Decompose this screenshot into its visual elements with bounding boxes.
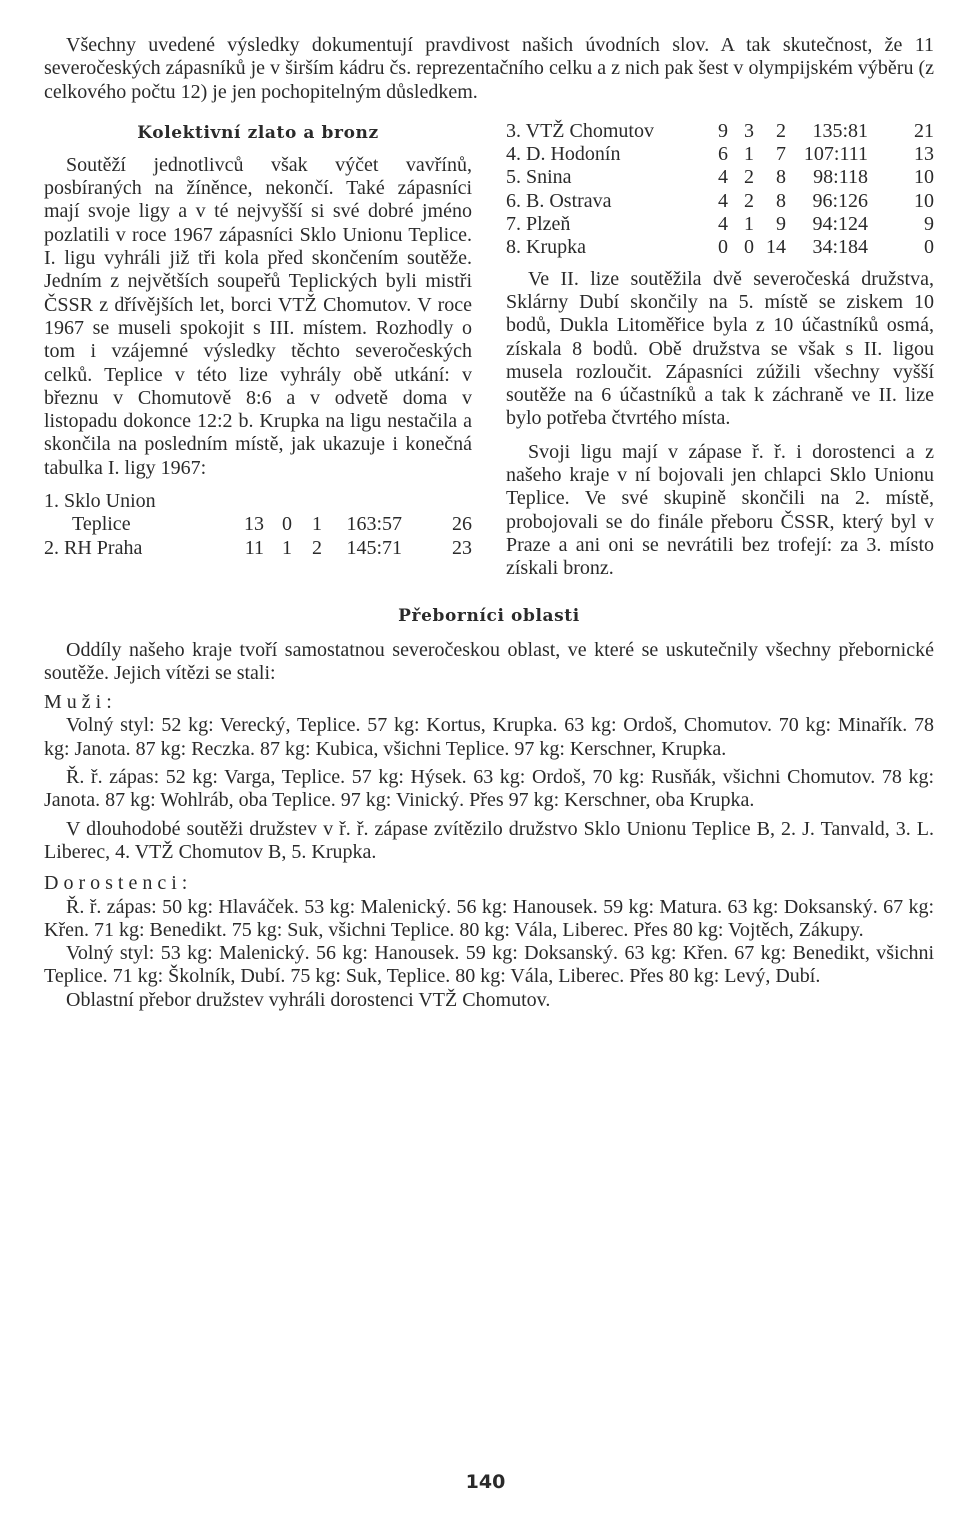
page-number: 140 [465, 1471, 506, 1493]
team-cell: 3. VTŽ Chomutov [506, 119, 654, 142]
losses-cell: 1 [312, 513, 322, 536]
score-cell: 98:118 [813, 166, 868, 189]
table-row [44, 513, 472, 536]
points-cell: 21 [914, 119, 934, 142]
juniors-label: Dorostenci: [44, 872, 193, 895]
team-cell: 8. Krupka [506, 236, 586, 259]
team-cell: 5. Snina [506, 166, 572, 189]
juniors-team-championship: Oblastní přebor družstev vyhráli dorostenci VTŽ Chomutov. [66, 988, 551, 1011]
wins-cell: 4 [718, 189, 728, 212]
juniors-greco-roman: Ř. ř. zápas: 50 kg: Hlaváček. 53 kg: Malenický. 56 kg: Hanousek. 59 kg: Matura. 63 kg: Doksanský. 67 kg: Křen. 71 kg: Benedikt. 75 kg: Suk, všichni Teplice. 80 kg: Vála, Liberec. Přes 80 kg: Vojtěch, Zákupy. [44, 895, 934, 941]
score-cell: 34:184 [812, 236, 868, 259]
table-row [506, 143, 934, 166]
section-intro: Oddíly našeho kraje tvoří samostatnou severočeskou oblast, ve které se uskutečnily všechny přebornické soutěže. Jejich vítězi se stali: [44, 638, 934, 684]
intro-paragraph: Všechny uvedené výsledky dokumentují pravdivost našich úvodních slov. A tak skutečnost, že 11 severočeských zápasníků je v širším kádru čs. reprezentačního celku a z nich pak šest v olympijském výběru (z celkového počtu 12) je jen pochopitelným důsledkem. [44, 34, 934, 103]
draws-cell: 2 [744, 189, 754, 212]
team-cell: 7. Plzeň [506, 213, 571, 236]
score-cell: 96:126 [812, 189, 868, 212]
points-cell: 26 [452, 513, 472, 536]
draws-cell: 1 [744, 143, 754, 166]
score-cell: 145:71 [346, 536, 402, 559]
wins-cell: 13 [244, 513, 264, 536]
points-cell: 23 [452, 536, 472, 559]
score-cell: 107:111 [803, 143, 868, 166]
page-content [44, 34, 934, 1012]
losses-cell: 2 [312, 536, 322, 559]
two-column-section [44, 120, 934, 581]
team-cell: 1. Sklo Union [44, 490, 156, 513]
draws-cell: 2 [744, 166, 754, 189]
team-cell: 6. B. Ostrava [506, 189, 612, 212]
points-cell: 10 [914, 166, 934, 189]
juniors-freestyle: Volný styl: 53 kg: Malenický. 56 kg: Hanousek. 59 kg: Doksanský. 63 kg: Křen. 67 kg: Benedikt, všichni Teplice. 71 kg: Školník, Dubí. 75 kg: Suk, Teplice. 80 kg: Vála, Liberec. Přes 80 kg: Levý, Dubí. [44, 942, 934, 988]
league-table-part1 [44, 490, 472, 560]
league-table-part2 [506, 120, 934, 260]
table-row [506, 213, 934, 236]
men-label: Muži: [44, 691, 117, 714]
men-team-competition: V dlouhodobé soutěži družstev v ř. ř. zápase zvítězilo družstvo Sklo Unionu Teplice B, 2. J. Tanvald, 3. L. Liberec, 4. VTŽ Chomutov B, 5. Krupka. [44, 817, 934, 863]
team-cell: 4. D. Hodonín [506, 143, 621, 166]
table-row [506, 236, 934, 259]
wins-cell: 6 [718, 143, 728, 166]
table-row [44, 490, 472, 513]
losses-cell: 2 [776, 119, 786, 142]
left-column [44, 120, 472, 581]
draws-cell: 1 [282, 536, 292, 559]
draws-cell: 3 [744, 119, 754, 142]
wins-cell: 0 [718, 236, 728, 259]
score-cell: 94:124 [812, 213, 868, 236]
draws-cell: 0 [282, 513, 292, 536]
left-paragraph: Soutěží jednotlivců však výčet vavřínů, posbíraných na žíněnce, nekončí. Také zápasníci mají svoje ligy a v té nejvyšší si své dobré jméno pozlatili v roce 1967 zápasníci Sklo Unionu Teplice. I. ligu vyhráli již tři kola před skončením soutěže. Jedním z největších soupeřů Teplických byli mistři ČSSR z dřívějších let, borci VTŽ Chomutov. V roce 1967 se museli spokojit s III. místem. Rozhodly o tom i vzájemné výsledky těchto severočeských celků. Teplice v této lize vyhrály obě utkání: v březnu v Chomutově 8:6 a v odvetě doma v listopadu dokonce 12:2 b. Krupka na ligu nestačila a skončila na posledním místě, jak ukazuje i konečná tabulka I. ligy 1967: [44, 153, 472, 479]
points-cell: 0 [924, 236, 934, 259]
score-cell [322, 490, 402, 513]
losses-cell [292, 490, 322, 513]
wins-cell [234, 490, 264, 513]
losses-cell: 7 [776, 143, 786, 166]
table-row [506, 120, 934, 143]
losses-cell: 9 [776, 213, 786, 236]
losses-cell: 8 [776, 189, 786, 212]
team-cell: Teplice [72, 513, 131, 536]
points-cell: 10 [914, 189, 934, 212]
losses-cell: 14 [766, 236, 786, 259]
score-cell: 135:81 [812, 119, 868, 142]
table-row [506, 190, 934, 213]
wins-cell: 4 [718, 166, 728, 189]
left-heading: Kolektivní zlato a bronz [137, 122, 379, 143]
draws-cell: 1 [744, 213, 754, 236]
wins-cell: 9 [718, 119, 728, 142]
wins-cell: 11 [244, 536, 264, 559]
points-cell: 9 [924, 213, 934, 236]
draws-cell: 0 [744, 236, 754, 259]
right-column [506, 120, 934, 581]
table-row [506, 166, 934, 189]
points-cell [402, 490, 472, 513]
team-cell: 2. RH Praha [44, 536, 143, 559]
draws-cell [264, 490, 292, 513]
section-heading: Přeborníci oblasti [398, 605, 580, 626]
wins-cell: 4 [718, 213, 728, 236]
men-greco-roman: Ř. ř. zápas: 52 kg: Varga, Teplice. 57 kg: Hýsek. 63 kg: Ordoš, 70 kg: Rusňák, všichni Chomutov. 78 kg: Janota. 87 kg: Wohlráb, oba Teplice. 97 kg: Vinický. Přes 97 kg: Kerschner, oba Krupka. [44, 766, 934, 812]
men-freestyle: Volný styl: 52 kg: Verecký, Teplice. 57 kg: Kortus, Krupka. 63 kg: Ordoš, Chomutov. 70 kg: Minařík. 78 kg: Janota. 87 kg: Reczka. 87 kg: Kubica, všichni Teplice. 97 kg: Kerschner, Krupka. [44, 714, 934, 760]
score-cell: 163:57 [346, 513, 402, 536]
junior-league-paragraph: Svoji ligu mají v zápase ř. ř. i dorostenci a z našeho kraje v ní bojovali jen chlapci Sklo Unionu Teplice. Ve své skupině skončili na 2. místě, probojovali se do finále přeboru ČSSR, který byl v Praze a ani oni se nevrátili bez trofejí: za 3. místo získali bronz. [506, 440, 934, 580]
points-cell: 13 [914, 143, 934, 166]
table-row [44, 537, 472, 560]
second-league-paragraph: Ve II. lize soutěžila dvě severočeská družstva, Sklárny Dubí skončily na 5. místě se ziskem 10 bodů, Dukla Litoměřice byla z 10 účastníků osmá, získala 8 bodů. Obě družstva se však s II. ligou musela rozloučit. Zápasníci zúžili všechny vyšší soutěže na 6 účastníků a tak k záchraně ve II. lize bylo potřeba čtvrtého místa. [506, 267, 934, 430]
losses-cell: 8 [776, 166, 786, 189]
